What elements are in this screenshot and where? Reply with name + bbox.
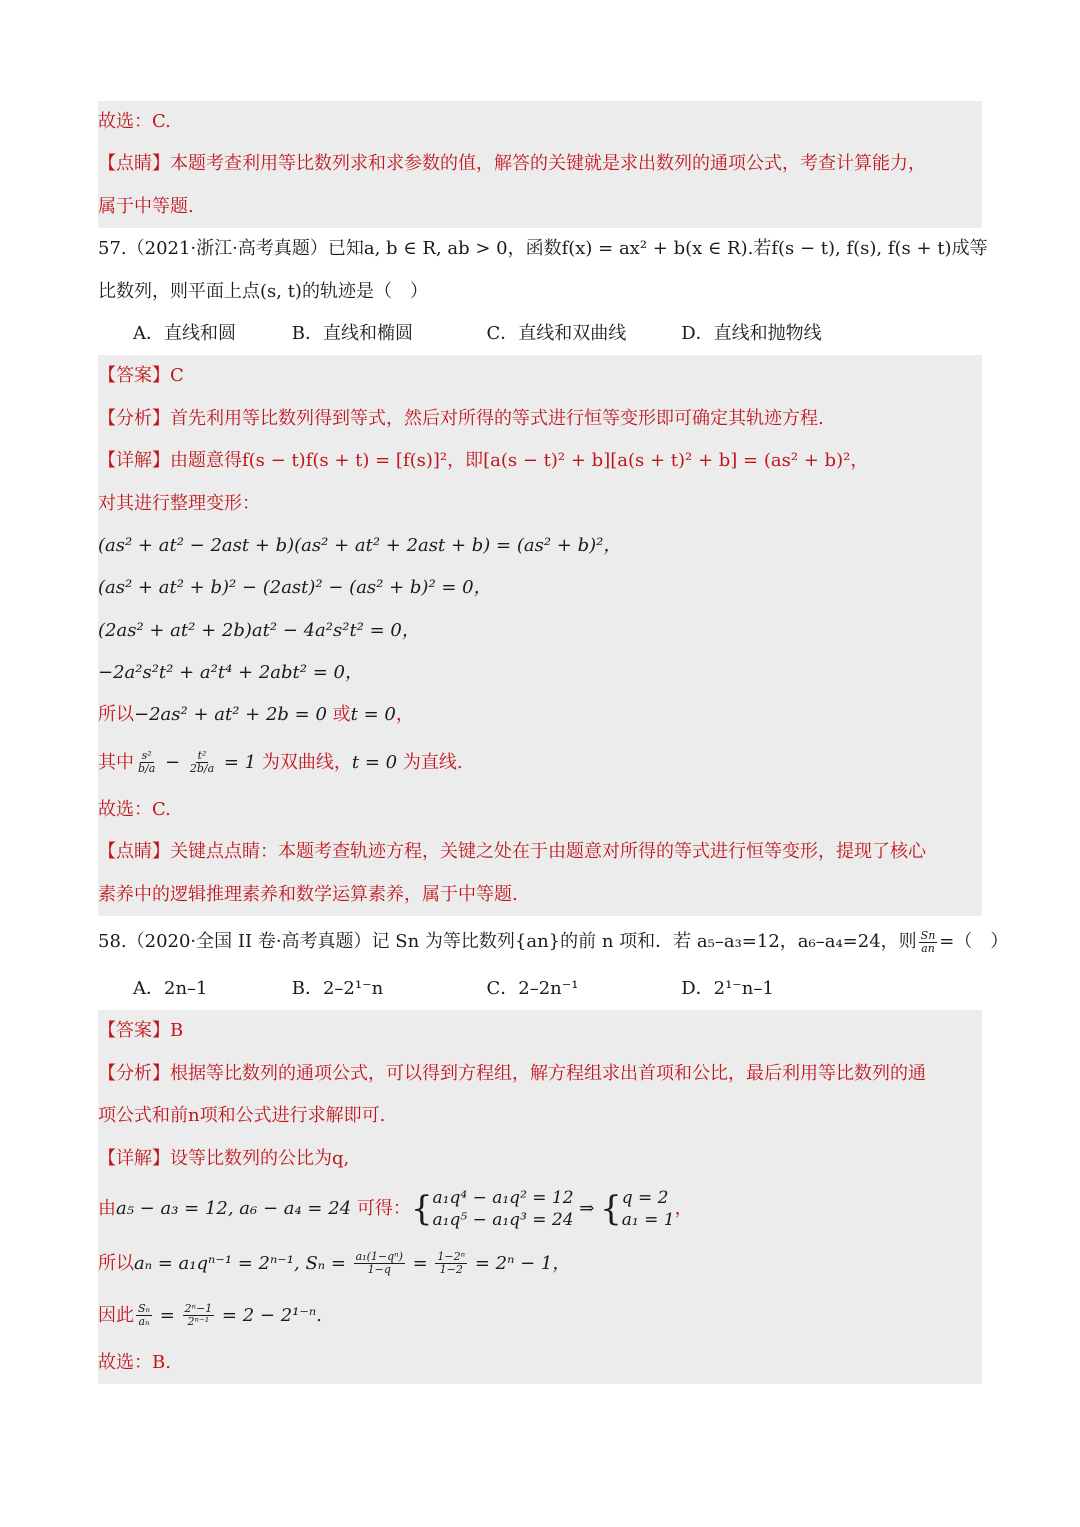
fraction-denominator: 1−q xyxy=(367,1263,391,1277)
equation-math: a₅ − a₃ = 12, a₆ − a₄ = 24 xyxy=(116,1197,352,1219)
fraction-denominator: 1−2 xyxy=(439,1263,463,1277)
equation-text: 其中 xyxy=(98,751,134,773)
fraction-numerator: Sₙ xyxy=(138,1302,150,1316)
system-row: a₁q⁴ − a₁q² = 12 xyxy=(432,1187,574,1208)
left-brace: { xyxy=(600,1188,622,1229)
comment-line: 【点睛】关键点点睛：本题考查轨迹方程，关键之处在于由题意对所得的等式进行恒等变形，提现了核心 xyxy=(98,841,926,863)
equation-sum xyxy=(98,1238,982,1290)
solution-block-57 xyxy=(98,355,982,916)
fraction-numerator: Sn xyxy=(920,928,936,942)
choice-line: 故选：C. xyxy=(98,111,171,132)
analysis-line-cont: 项公式和前n项和公式进行求解即可. xyxy=(98,1105,386,1127)
equation-text: 或 xyxy=(326,704,351,726)
option-d: D．2¹⁻n–1 xyxy=(681,978,774,1000)
option-b: B．2–2¹⁻n xyxy=(291,978,384,1000)
choice-line: 故选：B. xyxy=(98,1351,171,1373)
fraction-denominator: 2ⁿ⁻¹ xyxy=(187,1315,210,1329)
equation-math: t = 0 xyxy=(351,751,398,773)
equation-math: = xyxy=(406,1252,434,1274)
equation-text: 所以 xyxy=(98,704,134,726)
question-stem-cont: 比数列，则平面上点(s, t)的轨迹是（ ） xyxy=(98,280,428,302)
equation-math: = 2 − 2¹⁻ⁿ. xyxy=(216,1304,322,1326)
system-row: a₁ = 1 xyxy=(621,1209,675,1230)
system-rows xyxy=(433,1187,574,1231)
left-brace: { xyxy=(410,1188,433,1229)
options-row xyxy=(98,313,982,355)
solution-block-58 xyxy=(98,1010,982,1384)
equation-2: (as² + at² + b)² − (2ast)² − (as² + b)² = 0， xyxy=(98,577,492,599)
solution-block-56 xyxy=(98,101,982,228)
equation-text: 为双曲线， xyxy=(256,751,352,773)
fraction-numerator: a₁(1−qⁿ) xyxy=(355,1250,403,1264)
system-row: q = 2 xyxy=(621,1187,669,1208)
equation-text: 为直线. xyxy=(397,751,463,773)
options-row xyxy=(98,968,982,1010)
question-stem-text: =（ ） xyxy=(939,931,1009,953)
question-stem xyxy=(98,916,1009,968)
detail-line: 【详解】设等比数列的公比为q, xyxy=(98,1147,350,1169)
equation-math: aₙ = a₁qⁿ⁻¹ = 2ⁿ⁻¹, Sₙ = xyxy=(134,1252,352,1274)
equation-ratio xyxy=(98,1290,982,1342)
equation-math: −2as² + at² + 2b = 0 xyxy=(134,704,327,726)
system-rows xyxy=(622,1187,675,1231)
fraction-numerator: 1−2ⁿ xyxy=(437,1250,466,1264)
document-page xyxy=(98,101,1009,1384)
option-b: B．直线和椭圆 xyxy=(291,322,413,344)
question-stem-text: 58.（2020·全国 II 卷·高考真题）记 Sn 为等比数列{an}的前 n 项和．若 a₅–a₃=12，a₆–a₄=24，则 xyxy=(98,931,917,953)
option-d: D．直线和抛物线 xyxy=(681,322,822,344)
implies-arrow: ⇒ xyxy=(573,1197,601,1219)
fraction-denominator: aₙ xyxy=(138,1315,150,1329)
analysis-line: 【分析】首先利用等比数列得到等式，然后对所得的等式进行恒等变形即可确定其轨迹方程. xyxy=(98,407,824,429)
question-57 xyxy=(98,228,988,355)
equation-1: (as² + at² − 2ast + b)(as² + at² + 2ast + b) = (as² + b)²， xyxy=(98,534,622,556)
equation-math: t = 0 xyxy=(350,704,396,726)
option-a: A．2n–1 xyxy=(133,978,208,1000)
equation-3: (2as² + at² + 2b)at² − 4a²s²t² = 0， xyxy=(98,619,420,641)
equation-math: = xyxy=(154,1304,181,1326)
fraction xyxy=(136,1303,152,1328)
option-a: A．直线和圆 xyxy=(133,322,236,344)
equation-5 xyxy=(98,694,982,736)
equation-math: = 1 xyxy=(218,751,257,773)
equation-4: −2a²s²t² + a²t⁴ + 2abt² = 0， xyxy=(98,662,363,684)
answer-line: 【答案】C xyxy=(98,365,184,387)
fraction-denominator: 2b/a xyxy=(189,762,215,776)
option-c: C．直线和双曲线 xyxy=(486,322,627,344)
choice-line: 故选：C. xyxy=(98,798,171,820)
detail-line-cont: 对其进行整理变形： xyxy=(98,492,260,514)
fraction-numerator: s² xyxy=(141,749,152,763)
fraction xyxy=(183,1303,215,1328)
fraction xyxy=(136,750,157,775)
equation-text: ， xyxy=(674,1197,693,1219)
fraction-denominator: an xyxy=(921,941,935,955)
fraction xyxy=(919,930,938,955)
fraction-numerator: t² xyxy=(197,749,207,763)
question-stem: 57.（2021·浙江·高考真题）已知a, b ∈ R, ab > 0，函数f(x) = ax² + b(x ∈ R).若f(s − t), f(s), f(s + t)成等 xyxy=(98,238,988,260)
comment-line: 【点睛】本题考查利用等比数列求和求参数的值，解答的关键就是求出数列的通项公式，考查计算能力， xyxy=(98,153,926,175)
equation-text: 由 xyxy=(98,1197,116,1219)
equation-system xyxy=(98,1180,982,1238)
fraction-denominator: b/a xyxy=(138,762,156,776)
equation-text: 可得： xyxy=(351,1197,411,1219)
option-c: C．2–2n⁻¹ xyxy=(486,978,579,1000)
fraction xyxy=(435,1251,467,1276)
detail-line: 【详解】由题意得f(s − t)f(s + t) = [f(s)]²，即[a(s − t)² + b][a(s + t)² + b] = (as² + b)²， xyxy=(98,450,869,472)
equation-text: ， xyxy=(395,704,414,726)
question-58 xyxy=(98,916,1009,1010)
comment-line-cont: 属于中等题. xyxy=(98,195,194,217)
equation-6 xyxy=(98,737,982,789)
answer-line: 【答案】B xyxy=(98,1020,184,1042)
comment-line-cont: 素养中的逻辑推理素养和数学运算素养，属于中等题. xyxy=(98,883,518,905)
analysis-line: 【分析】根据等比数列的通项公式，可以得到方程组，解方程组求出首项和公比，最后利用等比数列的通 xyxy=(98,1062,926,1084)
equation-text: 因此 xyxy=(98,1304,134,1326)
equation-math: = 2ⁿ − 1， xyxy=(469,1252,571,1274)
fraction-numerator: 2ⁿ−1 xyxy=(184,1302,213,1316)
fraction xyxy=(188,750,216,775)
fraction xyxy=(354,1251,405,1276)
equation-text: 所以 xyxy=(98,1252,134,1274)
system-row: a₁q⁵ − a₁q³ = 24 xyxy=(432,1209,574,1230)
equation-math: − xyxy=(159,751,186,773)
